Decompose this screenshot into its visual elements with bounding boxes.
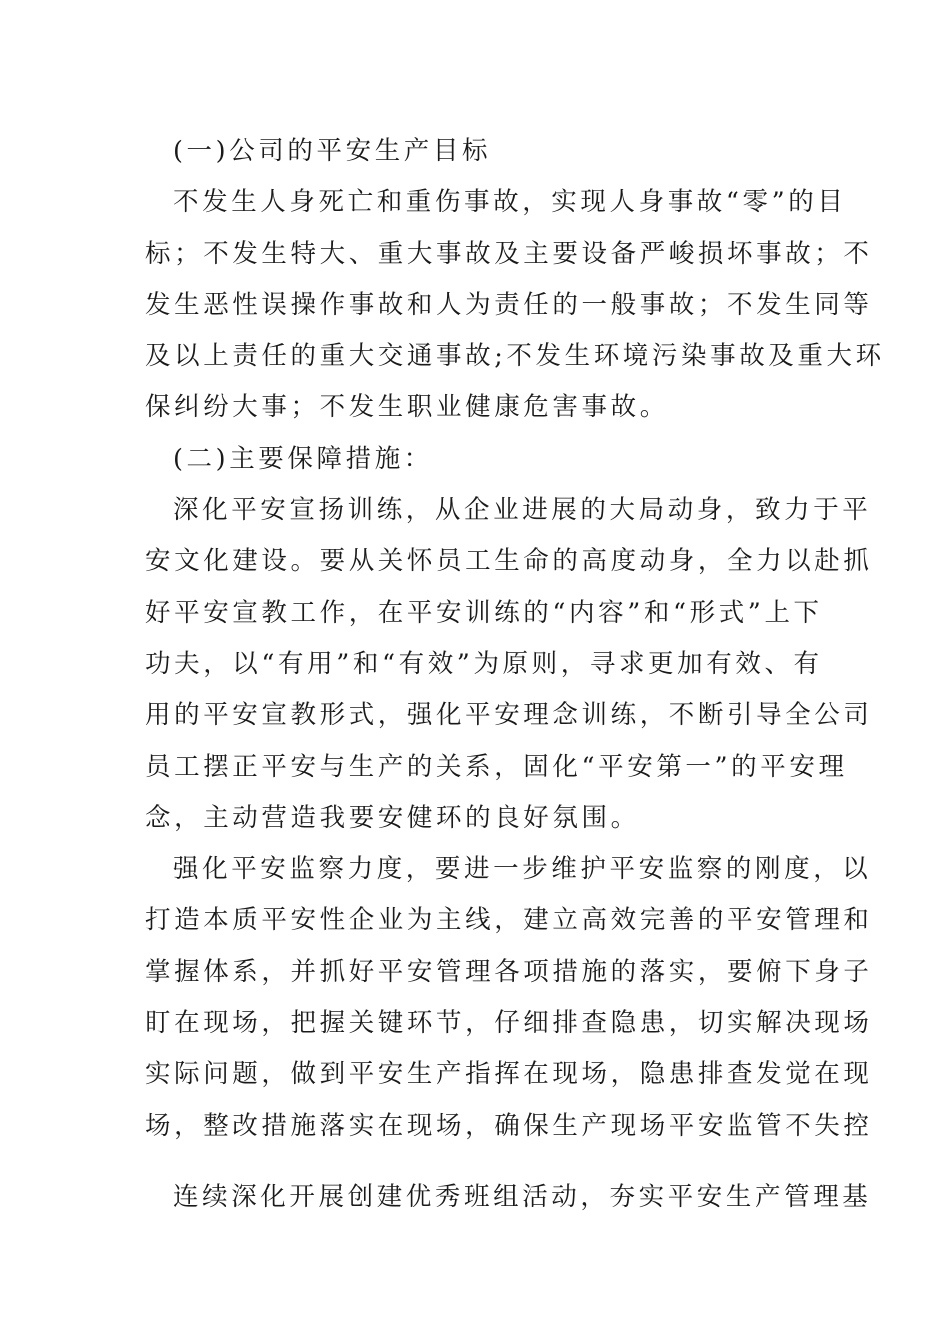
paragraph-line: 员工摆正平安与生产的关系，固化“平安第一”的平安理	[145, 751, 848, 782]
heading-safeguard-measures: (二)主要保障措施：	[173, 443, 433, 474]
section-1	[145, 126, 885, 1152]
section-2	[145, 1172, 872, 1223]
paragraph-line: 标；不发生特大、重大事故及主要设备严峻损坏事故；不	[145, 238, 873, 269]
paragraph-line: 掌握体系，并抓好平安管理各项措施的落实，要俯下身子	[145, 956, 873, 987]
paragraph-line: 及以上责任的重大交通事故;不发生环境污染事故及重大环	[145, 341, 885, 372]
paragraph-line: 深化平安宣扬训练，从企业进展的大局动身，致力于平	[173, 495, 872, 526]
paragraph-line: 念，主动营造我要安健环的良好氛围。	[145, 802, 640, 833]
paragraph-line: 发生恶性误操作事故和人为责任的一般事故；不发生同等	[145, 289, 873, 320]
paragraph-line: 功夫，以“有用”和“有效”为原则，寻求更加有效、有	[145, 648, 823, 679]
paragraph-line: 不发生人身死亡和重伤事故，实现人身事故“零”的目	[173, 187, 847, 218]
paragraph-line: 好平安宣教工作，在平安训练的“内容”和“形式”上下	[145, 597, 823, 628]
paragraph-line: 实际问题，做到平安生产指挥在现场，隐患排查发觉在现	[145, 1059, 873, 1090]
paragraph-line: 连续深化开展创建优秀班组活动，夯实平安生产管理基	[173, 1182, 872, 1212]
paragraph-line: 盯在现场，把握关键环节，仔细排查隐患，切实解决现场	[145, 1008, 873, 1039]
paragraph-line: 保纠纷大事；不发生职业健康危害事故。	[145, 392, 669, 423]
paragraph-line: 场，整改措施落实在现场，确保生产现场平安监管不失控	[145, 1110, 873, 1141]
paragraph-line: 打造本质平安性企业为主线，建立高效完善的平安管理和	[145, 905, 873, 936]
heading-safety-goals: (一)公司的平安生产目标	[173, 136, 492, 166]
paragraph-line: 用的平安宣教形式，强化平安理念训练，不断引导全公司	[145, 700, 873, 731]
paragraph-line: 强化平安监察力度，要进一步维护平安监察的刚度，以	[173, 854, 872, 885]
paragraph-line: 安文化建设。要从关怀员工生命的高度动身，全力以赴抓	[145, 546, 873, 577]
